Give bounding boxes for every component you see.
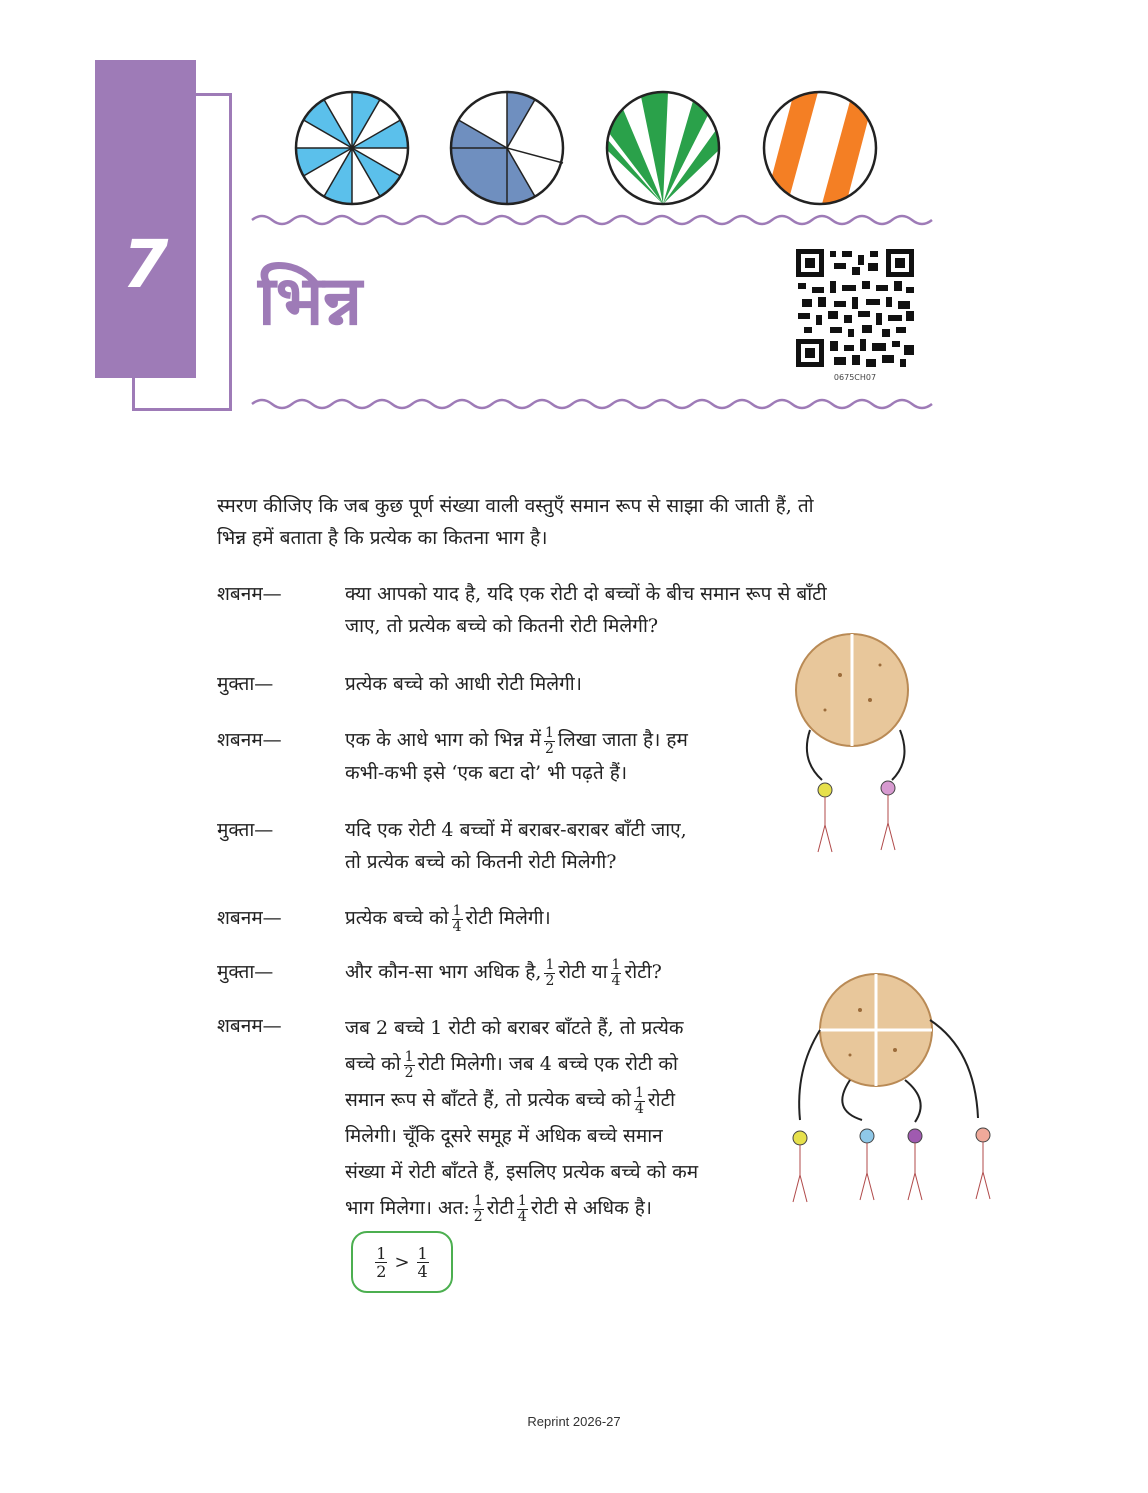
chapter-number: 7: [122, 226, 169, 303]
roti-half-illustration: [790, 630, 930, 860]
intro-line: स्मरण कीजिए कि जब कुछ पूर्ण संख्या वाली वस्तुएँ समान रूप से साझा की जाती हैं, तो: [217, 495, 814, 517]
fraction-circle-green: [607, 92, 719, 204]
fraction-quarter: $\frac{1}{4}$: [452, 902, 462, 935]
greater-than-sign: >: [394, 1251, 410, 1273]
fraction-quarter: $\frac{1}{4}$: [417, 1243, 428, 1281]
dialogue-line: प्रत्येक बच्चे को आधी रोटी मिलेगी।: [345, 673, 582, 695]
dialogue-text: प्रत्येक बच्चे को $\frac{1}{4}$ रोटी मिलेगी।: [345, 902, 551, 935]
fraction-half: $\frac{1}{2}$: [545, 724, 554, 757]
fraction-circle-blue: [296, 92, 408, 204]
dialogue-line: बच्चे को $\frac{1}{2}$ रोटी मिलेगी। जब 4 बच्चे एक रोटी को: [345, 1048, 678, 1081]
fraction-quarter: $\frac{1}{4}$: [611, 956, 621, 989]
dialogue-text: [345, 724, 688, 789]
dialogue-text: और कौन-सा भाग अधिक है, $\frac{1}{2}$ रोटी या $\frac{1}{4}$ रोटी?: [345, 956, 662, 989]
dialogue-line: यदि एक रोटी 4 बच्चों में बराबर-बराबर बाँटी जाए,: [345, 819, 687, 841]
chapter-tab: [95, 60, 196, 378]
speaker-label: शबनम—: [217, 729, 282, 751]
fraction-half: $\frac{1}{2}$: [404, 1048, 414, 1081]
dialogue-text: [345, 1010, 698, 1226]
fraction-circle-orange: [764, 92, 876, 204]
roti-quarter-illustration: [780, 970, 1010, 1210]
inequality-box: [351, 1231, 453, 1293]
dialogue-line: जब 2 बच्चे 1 रोटी को बराबर बाँटते हैं, तो प्रत्येक: [345, 1017, 684, 1039]
fraction-half: $\frac{1}{2}$: [545, 956, 555, 989]
dialogue-line: संख्या में रोटी बाँटते हैं, इसलिए प्रत्येक बच्चे को कम: [345, 1161, 699, 1183]
fraction-circle-slate: [451, 92, 563, 204]
dialogue-text: [345, 668, 582, 700]
dialogue-line: कभी-कभी इसे ‘एक बटा दो’ भी पढ़ते हैं।: [345, 761, 628, 784]
fraction-half: $\frac{1}{2}$: [473, 1192, 483, 1225]
fraction-half: $\frac{1}{2}$: [376, 1243, 387, 1281]
qr-code-label: 0675CH07: [833, 373, 877, 382]
speaker-label: मुक्ता—: [217, 961, 274, 983]
intro-line: भिन्न हमें बताता है कि प्रत्येक का कितना भाग है।: [217, 527, 548, 549]
dialogue-line: भाग मिलेगा। अत: $\frac{1}{2}$ रोटी $\frac{1}{4}$ रोटी से अधिक है।: [345, 1192, 652, 1225]
dialogue-line: मिलेगी। चूँकि दूसरे समूह में अधिक बच्चे समान: [345, 1125, 663, 1147]
chapter-title: भिन्न: [258, 262, 363, 341]
footer-reprint: Reprint 2026-27: [527, 1414, 621, 1429]
speaker-label: शबनम—: [217, 907, 282, 929]
fraction-quarter: $\frac{1}{4}$: [634, 1084, 644, 1117]
dialogue-line: जाए, तो प्रत्येक बच्चे को कितनी रोटी मिलेगी?: [345, 615, 659, 637]
speaker-label: शबनम—: [217, 583, 282, 605]
speaker-label: मुक्ता—: [217, 673, 274, 695]
intro-paragraph: [217, 490, 937, 554]
qr-code[interactable]: [796, 249, 914, 367]
dialogue-line: क्या आपको याद है, यदि एक रोटी दो बच्चों के बीच समान रूप से बाँटी: [345, 583, 827, 605]
dialogue-line: तो प्रत्येक बच्चे को कितनी रोटी मिलेगी?: [345, 851, 617, 873]
dialogue-line: समान रूप से बाँटते हैं, तो प्रत्येक बच्चे को $\frac{1}{4}$ रोटी: [345, 1084, 676, 1117]
dialogue-line: एक के आधे भाग को भिन्न में $\frac{1}{2}$ लिखा जाता है। हम: [345, 724, 688, 757]
speaker-label: शबनम—: [217, 1015, 282, 1037]
fraction-quarter: $\frac{1}{4}$: [517, 1192, 527, 1225]
dialogue-text: [345, 578, 827, 642]
wavy-line-top: [252, 216, 932, 224]
dialogue-text: [345, 814, 687, 878]
speaker-label: मुक्ता—: [217, 819, 274, 841]
wavy-line-bottom: [252, 400, 932, 408]
